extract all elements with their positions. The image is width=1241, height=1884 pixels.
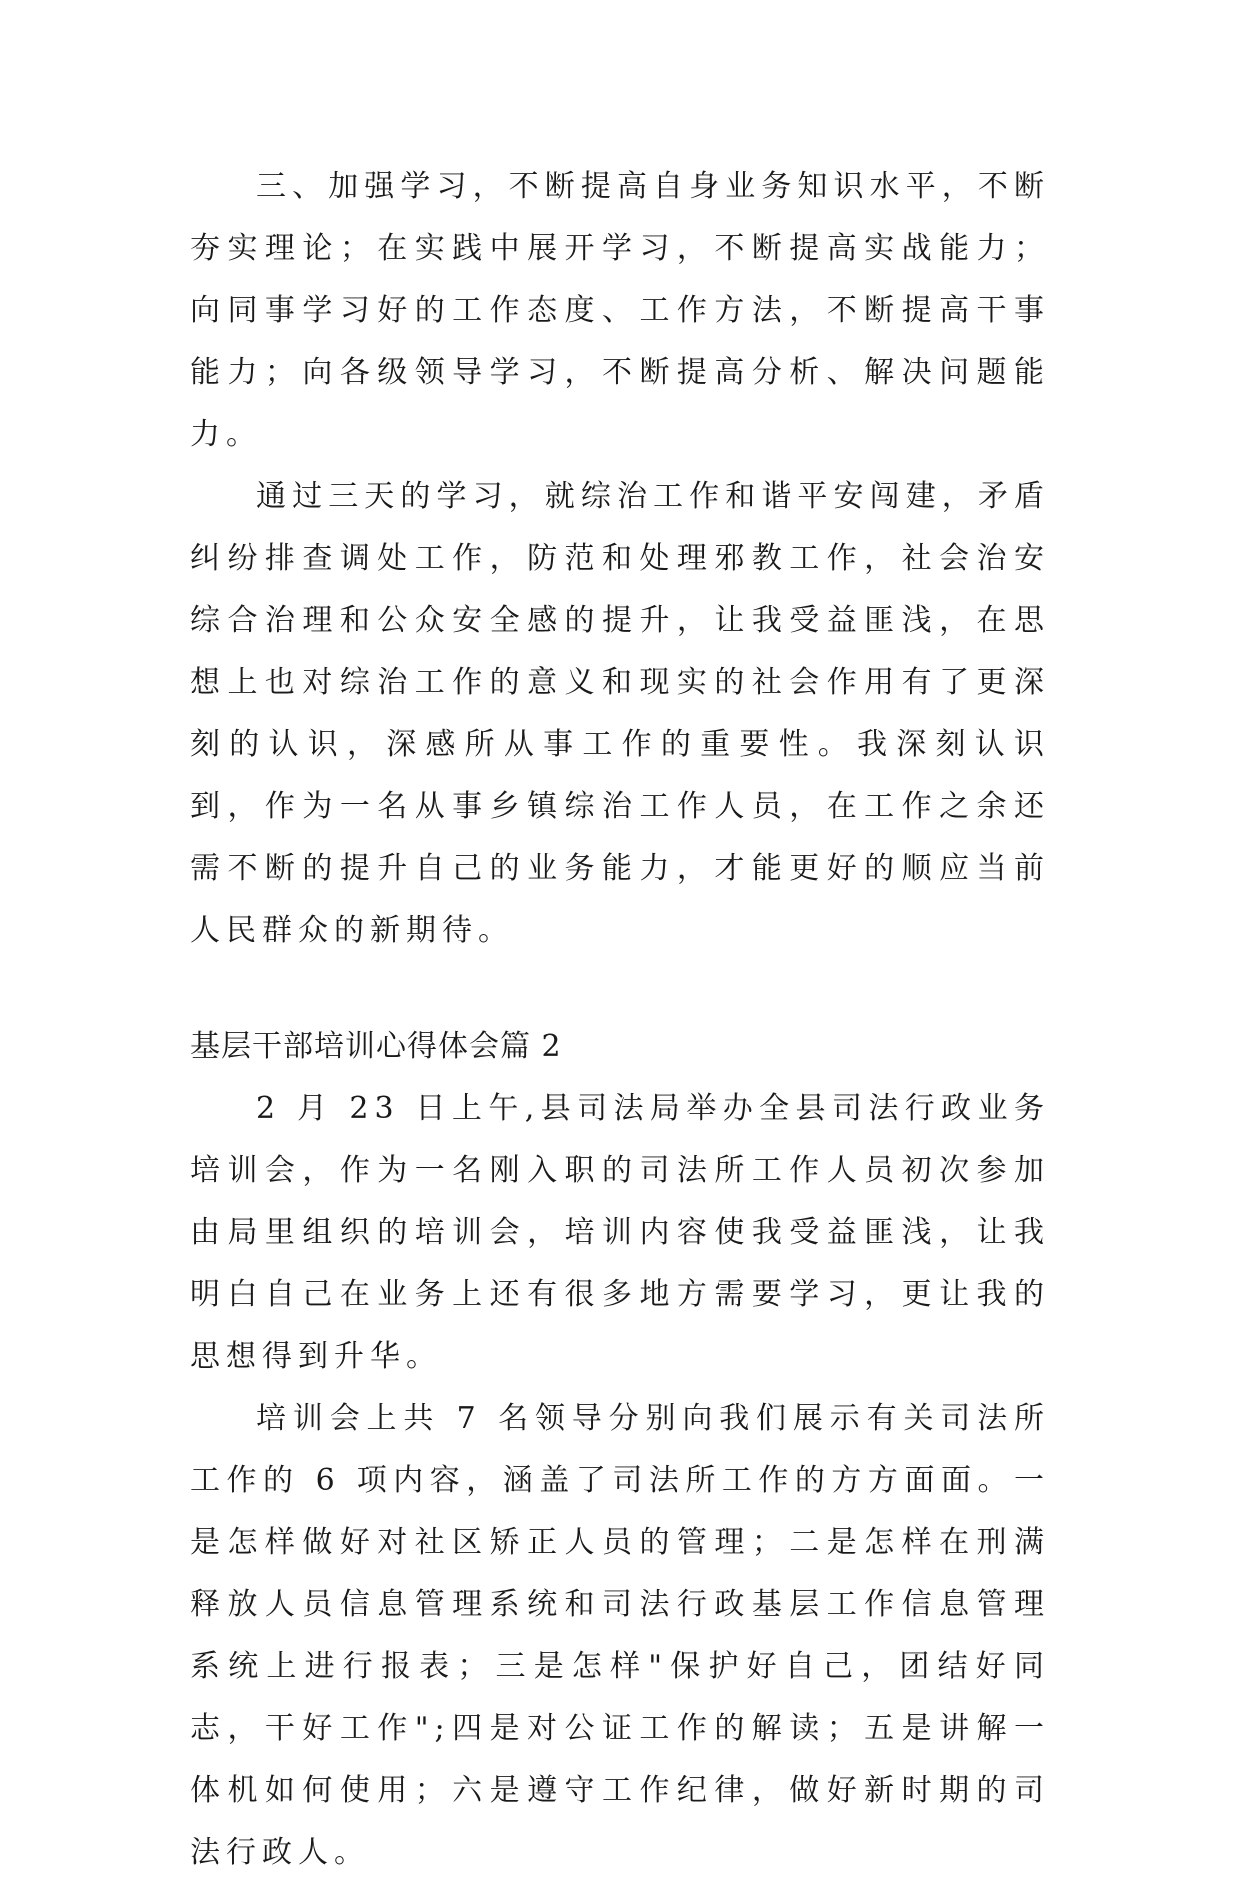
- section-heading: 基层干部培训心得体会篇 2: [190, 1029, 562, 1064]
- paragraph-strengthen-learning: 三、加强学习，不断提高自身业务知识水平，不断夯实理论；在实践中展开学习，不断提高实战能力；向同事学习好的工作态度、工作方法，不断提高干事能力；向各级领导学习，不断提高分析、解决问题能力。: [190, 169, 1050, 452]
- paragraph-training-content: 培训会上共 7 名领导分别向我们展示有关司法所工作的 6 项内容，涵盖了司法所工作的方方面面。一是怎样做好对社区矫正人员的管理；二是怎样在刑满释放人员信息管理系统和司法行政基层工作信息管理系统上进行报表；三是怎样"保护好自己，团结好同志，干好工作";四是对公证工作的解读；五是讲解一体机如何使用；六是遵守工作纪律，做好新时期的司法行政人。: [190, 1401, 1050, 1870]
- document-body: [190, 156, 1050, 1884]
- paragraph-three-days-study: 通过三天的学习，就综治工作和谐平安闯建，矛盾纠纷排查调处工作，防范和处理邪教工作，社会治安综合治理和公众安全感的提升，让我受益匪浅，在思想上也对综治工作的意义和现实的社会作用有了更深刻的认识，深感所从事工作的重要性。我深刻认识到，作为一名从事乡镇综治工作人员，在工作之余还需不断的提升自己的业务能力，才能更好的顺应当前人民群众的新期待。: [190, 479, 1050, 948]
- paragraph-training-meeting: 2 月 23 日上午,县司法局举办全县司法行政业务培训会，作为一名刚入职的司法所工作人员初次参加由局里组织的培训会，培训内容使我受益匪浅，让我明白自己在业务上还有很多地方需要学习，更让我的思想得到升华。: [190, 1091, 1050, 1374]
